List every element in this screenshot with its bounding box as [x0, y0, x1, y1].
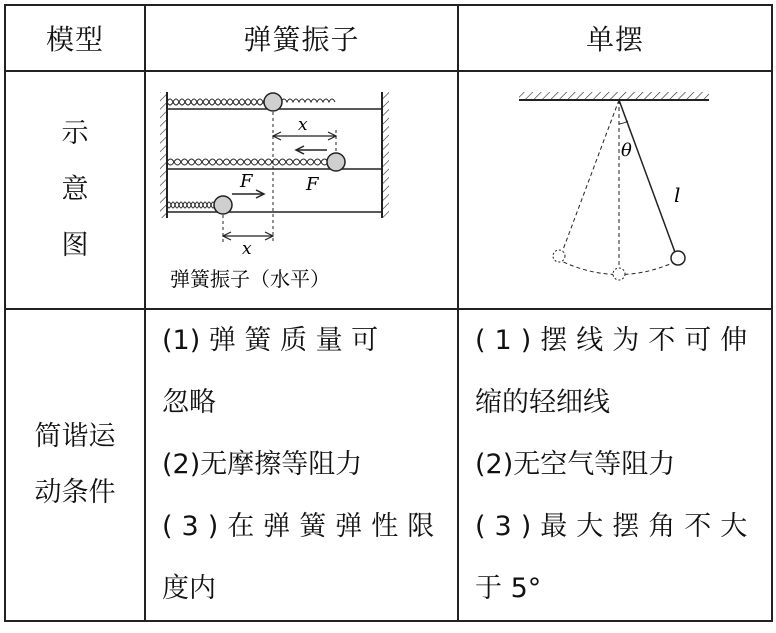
pendulum-bob [671, 251, 685, 265]
spring-condition-line: (3)在弹簧弹性限 [162, 511, 444, 542]
force-label-F: F [306, 174, 319, 195]
ceiling [519, 92, 709, 100]
pendulum-condition-line: 于 5° [475, 573, 542, 604]
conditions-row-label [5, 309, 145, 621]
diagram-row-label [5, 71, 145, 309]
spring-caption: 弹簧振子（水平） [170, 267, 330, 291]
header-model: 模型 [5, 5, 145, 71]
spring-conditions [145, 309, 458, 621]
mass-compressed [214, 196, 232, 214]
header-spring-oscillator: 弹簧振子 [145, 5, 458, 71]
mass-stretched [327, 153, 345, 171]
comparison-table [4, 4, 773, 622]
displacement-label-x: x [298, 115, 308, 135]
spring-equilibrium [167, 99, 335, 105]
displacement-label-x: x [242, 239, 252, 259]
conditions-row [5, 309, 772, 621]
pendulum-string [619, 100, 676, 255]
pendulum-condition-line: 缩的轻细线 [475, 387, 610, 418]
diagram-label-char: 意 [61, 174, 89, 205]
pendulum-condition-line: (1)摆线为不可伸 [475, 325, 757, 356]
mass-equilibrium [264, 93, 282, 111]
header-simple-pendulum: 单摆 [458, 5, 772, 71]
spring-diagram-cell [145, 71, 458, 309]
pendulum-bob-ghost [613, 268, 625, 280]
spring-condition-line: 度内 [162, 573, 216, 604]
left-wall [160, 92, 167, 218]
pendulum-diagram-cell [458, 71, 772, 309]
pendulum-condition-line: (3)最大摆角不大 [475, 511, 757, 542]
spring-oscillator-diagram [146, 72, 455, 304]
diagram-label-char: 图 [61, 230, 89, 261]
pendulum-condition-line: (2)无空气等阻力 [475, 449, 676, 480]
right-wall [382, 92, 389, 218]
diagram-row [5, 71, 772, 309]
spring-condition-line: (2)无摩擦等阻力 [162, 449, 363, 480]
spring-condition-line: (1) 弹 簧 质 量 可 [162, 325, 379, 356]
force-label-F: F [240, 171, 253, 192]
spring-stretched [167, 159, 328, 165]
simple-pendulum-diagram [459, 72, 769, 304]
conditions-label-line: 动条件 [34, 477, 116, 508]
length-label-l: l [674, 183, 681, 207]
spring-condition-line: 忽略 [162, 387, 216, 418]
header-row [5, 5, 772, 71]
conditions-label-line: 简谐运 [34, 421, 116, 452]
diagram-label-char: 示 [61, 118, 89, 149]
pendulum-bob-ghost [553, 250, 565, 262]
angle-label-theta: θ [621, 140, 632, 161]
pendulum-conditions [458, 309, 772, 621]
